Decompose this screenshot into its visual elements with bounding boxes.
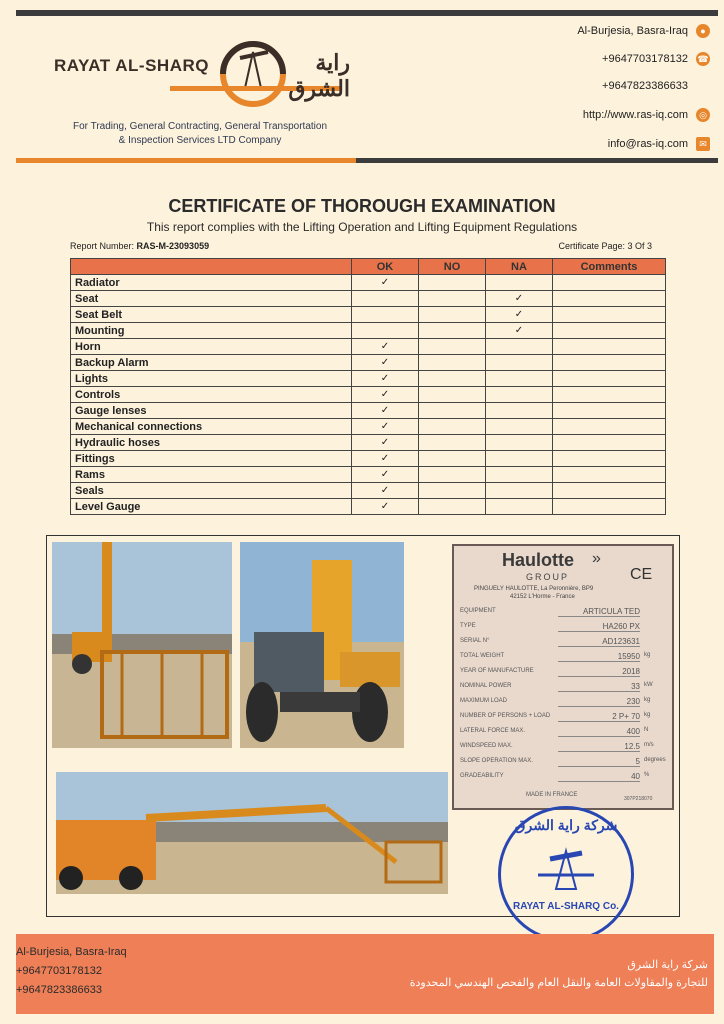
plate-field-value: 230 xyxy=(558,697,640,707)
table-row xyxy=(71,499,666,515)
row-item-label: Hydraulic hoses xyxy=(71,435,352,451)
plate-field-unit: kg xyxy=(644,697,651,703)
photo-boom-lift-chassis xyxy=(240,542,404,748)
plate-field-unit: m/s xyxy=(644,742,654,748)
row-comments-cell xyxy=(553,355,666,371)
report-number: Report Number: RAS-M-23093059 xyxy=(70,241,210,251)
plate-field-value: AD123631 xyxy=(558,637,640,647)
table-row xyxy=(71,371,666,387)
photo-boom-lift-extended xyxy=(56,772,448,894)
row-item-label: Controls xyxy=(71,387,352,403)
plate-brand: Haulotte xyxy=(502,550,574,570)
company-name-en: RAYAT AL-SHARQ xyxy=(54,56,209,75)
row-na-cell xyxy=(486,387,553,403)
row-no-cell xyxy=(419,291,486,307)
row-na-cell xyxy=(486,339,553,355)
company-name-ar: راية الشرق xyxy=(288,50,350,101)
row-ok-cell: ✓ xyxy=(352,499,419,515)
row-ok-cell: ✓ xyxy=(352,451,419,467)
contact-phone-2: +9647823386633 xyxy=(602,80,688,92)
plate-field-label: NUMBER OF PERSONS + LOAD xyxy=(460,713,551,719)
plate-field-label: TYPE xyxy=(460,623,476,629)
row-item-label: Gauge lenses xyxy=(71,403,352,419)
plate-field-value: 400 xyxy=(558,727,640,737)
contact-phone-1: +9647703178132 ☎ xyxy=(602,53,709,65)
row-ok-cell: ✓ xyxy=(352,403,419,419)
table-row xyxy=(71,275,666,291)
footer-company-desc-ar: للتجارة والمقاولات العامة والنقل العام والفحص الهندسي المحدودة xyxy=(409,977,708,989)
row-no-cell xyxy=(419,387,486,403)
stamp-arabic-text: شركة راية الشرق xyxy=(514,817,618,833)
plate-field-label: LATERAL FORCE MAX. xyxy=(460,728,526,734)
row-no-cell xyxy=(419,403,486,419)
phone-icon: ☎ xyxy=(696,52,710,66)
footer-phone-1: +9647703178132 xyxy=(16,965,102,977)
row-comments-cell xyxy=(553,339,666,355)
row-comments-cell xyxy=(553,307,666,323)
row-na-cell xyxy=(486,275,553,291)
header-top-bar xyxy=(16,10,718,16)
mail-icon: ✉ xyxy=(696,137,710,151)
row-item-label: Backup Alarm xyxy=(71,355,352,371)
row-comments-cell xyxy=(553,275,666,291)
plate-field-value: 2018 xyxy=(558,667,640,677)
plate-field-value: HA260 PX xyxy=(558,622,640,632)
footer-phone-2: +9647823386633 xyxy=(16,984,102,996)
plate-group: GROUP xyxy=(526,572,570,582)
row-no-cell xyxy=(419,323,486,339)
row-comments-cell xyxy=(553,499,666,515)
row-ok-cell: ✓ xyxy=(352,339,419,355)
company-logo xyxy=(50,22,350,112)
certificate-page: Certificate Page: 3 Of 3 xyxy=(558,241,652,251)
row-ok-cell: ✓ xyxy=(352,355,419,371)
row-ok-cell: ✓ xyxy=(352,387,419,403)
row-item-label: Fittings xyxy=(71,451,352,467)
row-na-cell xyxy=(486,467,553,483)
row-item-label: Level Gauge xyxy=(71,499,352,515)
row-na-cell xyxy=(486,451,553,467)
plate-field-label: SLOPE OPERATION MAX. xyxy=(460,758,533,764)
row-item-label: Lights xyxy=(71,371,352,387)
row-no-cell xyxy=(419,355,486,371)
table-row xyxy=(71,323,666,339)
plate-field-unit: % xyxy=(644,772,650,778)
table-row xyxy=(71,339,666,355)
plate-field-label: WINDSPEED MAX. xyxy=(460,743,513,749)
header-na: NA xyxy=(486,259,553,275)
row-comments-cell xyxy=(553,387,666,403)
row-item-label: Mounting xyxy=(71,323,352,339)
row-comments-cell xyxy=(553,467,666,483)
plate-field-label: SERIAL N° xyxy=(460,638,490,644)
row-na-cell xyxy=(486,483,553,499)
ce-mark-icon: CE xyxy=(630,566,653,583)
plate-field-unit: degrees xyxy=(644,757,666,763)
globe-icon: ◎ xyxy=(696,108,710,122)
tagline-line-2: & Inspection Services LTD Company xyxy=(118,135,282,146)
row-ok-cell xyxy=(352,291,419,307)
row-ok-cell: ✓ xyxy=(352,467,419,483)
plate-brand-arrows-icon: » xyxy=(592,550,601,567)
plate-field-unit: kg xyxy=(644,712,651,718)
table-header-row xyxy=(71,259,666,275)
plate-field-label: EQUIPMENT xyxy=(460,608,496,614)
header-divider-orange xyxy=(16,158,356,163)
plate-field-value: 5 xyxy=(558,757,640,767)
plate-field-label: YEAR OF MANUFACTURE xyxy=(460,668,534,674)
plate-field-label: TOTAL WEIGHT xyxy=(460,653,505,659)
row-no-cell xyxy=(419,451,486,467)
plate-address-2: 42152 L'Horme - France xyxy=(510,594,575,600)
certificate-title: CERTIFICATE OF THOROUGH EXAMINATION xyxy=(168,196,556,216)
plate-field-value: 12.5 xyxy=(558,742,640,752)
contact-email: info@ras-iq.com ✉ xyxy=(608,137,710,151)
row-item-label: Mechanical connections xyxy=(71,419,352,435)
row-ok-cell: ✓ xyxy=(352,371,419,387)
table-row xyxy=(71,387,666,403)
row-item-label: Radiator xyxy=(71,275,352,291)
row-ok-cell: ✓ xyxy=(352,419,419,435)
location-pin-icon: ● xyxy=(696,24,710,38)
footer-company-name-ar: شركة راية الشرق xyxy=(627,959,708,971)
table-row xyxy=(71,307,666,323)
row-item-label: Seat xyxy=(71,291,352,307)
row-ok-cell xyxy=(352,323,419,339)
row-no-cell xyxy=(419,499,486,515)
header-comments: Comments xyxy=(553,259,666,275)
plate-field-value: 33 xyxy=(558,682,640,692)
row-comments-cell xyxy=(553,483,666,499)
row-no-cell xyxy=(419,419,486,435)
plate-field-value: ARTICULA TED xyxy=(558,607,640,617)
plate-address: PINGUELY HAULOTTE, La Peronnière, BP9 xyxy=(474,586,594,592)
certificate-subtitle: This report complies with the Lifting Operation and Lifting Equipment Regulations xyxy=(146,220,578,234)
row-item-label: Horn xyxy=(71,339,352,355)
contact-website: http://www.ras-iq.com ◎ xyxy=(583,108,710,122)
table-row xyxy=(71,435,666,451)
table-row xyxy=(71,291,666,307)
photo-boom-lift-basket xyxy=(52,542,232,748)
row-item-label: Seals xyxy=(71,483,352,499)
plate-field-value: 2 P+ 70 xyxy=(558,712,640,722)
inspection-checklist-table xyxy=(70,258,666,515)
plate-field-label: NOMINAL POWER xyxy=(460,683,512,689)
company-stamp xyxy=(498,806,634,942)
row-na-cell: ✓ xyxy=(486,323,553,339)
row-ok-cell: ✓ xyxy=(352,483,419,499)
row-na-cell xyxy=(486,371,553,387)
row-na-cell xyxy=(486,355,553,371)
row-comments-cell xyxy=(553,371,666,387)
row-item-label: Rams xyxy=(71,467,352,483)
row-no-cell xyxy=(419,307,486,323)
plate-field-value: 15950 xyxy=(558,652,640,662)
row-comments-cell xyxy=(553,291,666,307)
contact-address: Al-Burjesia, Basra-Iraq ● xyxy=(577,24,710,38)
manufacturer-data-plate xyxy=(452,544,674,810)
header-divider-dark xyxy=(356,158,718,163)
row-na-cell: ✓ xyxy=(486,307,553,323)
header-no: NO xyxy=(419,259,486,275)
row-na-cell xyxy=(486,403,553,419)
row-comments-cell xyxy=(553,419,666,435)
row-no-cell xyxy=(419,275,486,291)
footer-address: Al-Burjesia, Basra-Iraq xyxy=(16,946,127,958)
tagline-line-1: For Trading, General Contracting, General Transportation xyxy=(72,121,328,132)
row-na-cell xyxy=(486,499,553,515)
row-na-cell: ✓ xyxy=(486,291,553,307)
stamp-english-text: RAYAT AL-SHARQ Co. xyxy=(513,901,619,912)
row-ok-cell: ✓ xyxy=(352,435,419,451)
row-comments-cell xyxy=(553,323,666,339)
row-comments-cell xyxy=(553,435,666,451)
row-na-cell xyxy=(486,419,553,435)
row-ok-cell: ✓ xyxy=(352,275,419,291)
row-no-cell xyxy=(419,467,486,483)
row-comments-cell xyxy=(553,403,666,419)
plate-part-number: 307P218070 xyxy=(624,796,653,802)
row-no-cell xyxy=(419,435,486,451)
plate-field-unit: kW xyxy=(644,682,653,688)
table-row xyxy=(71,419,666,435)
table-row xyxy=(71,483,666,499)
table-row xyxy=(71,467,666,483)
row-no-cell xyxy=(419,339,486,355)
row-no-cell xyxy=(419,371,486,387)
table-row xyxy=(71,355,666,371)
row-no-cell xyxy=(419,483,486,499)
stamp-logo-icon xyxy=(536,845,596,895)
table-row xyxy=(71,451,666,467)
row-na-cell xyxy=(486,435,553,451)
plate-field-unit: N xyxy=(644,727,649,733)
header-ok: OK xyxy=(352,259,419,275)
row-comments-cell xyxy=(553,451,666,467)
table-row xyxy=(71,403,666,419)
header-item xyxy=(71,259,352,275)
row-ok-cell xyxy=(352,307,419,323)
plate-field-label: MAXIMUM LOAD xyxy=(460,698,508,704)
plate-field-unit: kg xyxy=(644,652,651,658)
row-item-label: Seat Belt xyxy=(71,307,352,323)
plate-made-in: MADE IN FRANCE xyxy=(526,792,578,798)
plate-field-label: GRADEABILITY xyxy=(460,773,504,779)
plate-field-value: 40 xyxy=(558,772,640,782)
